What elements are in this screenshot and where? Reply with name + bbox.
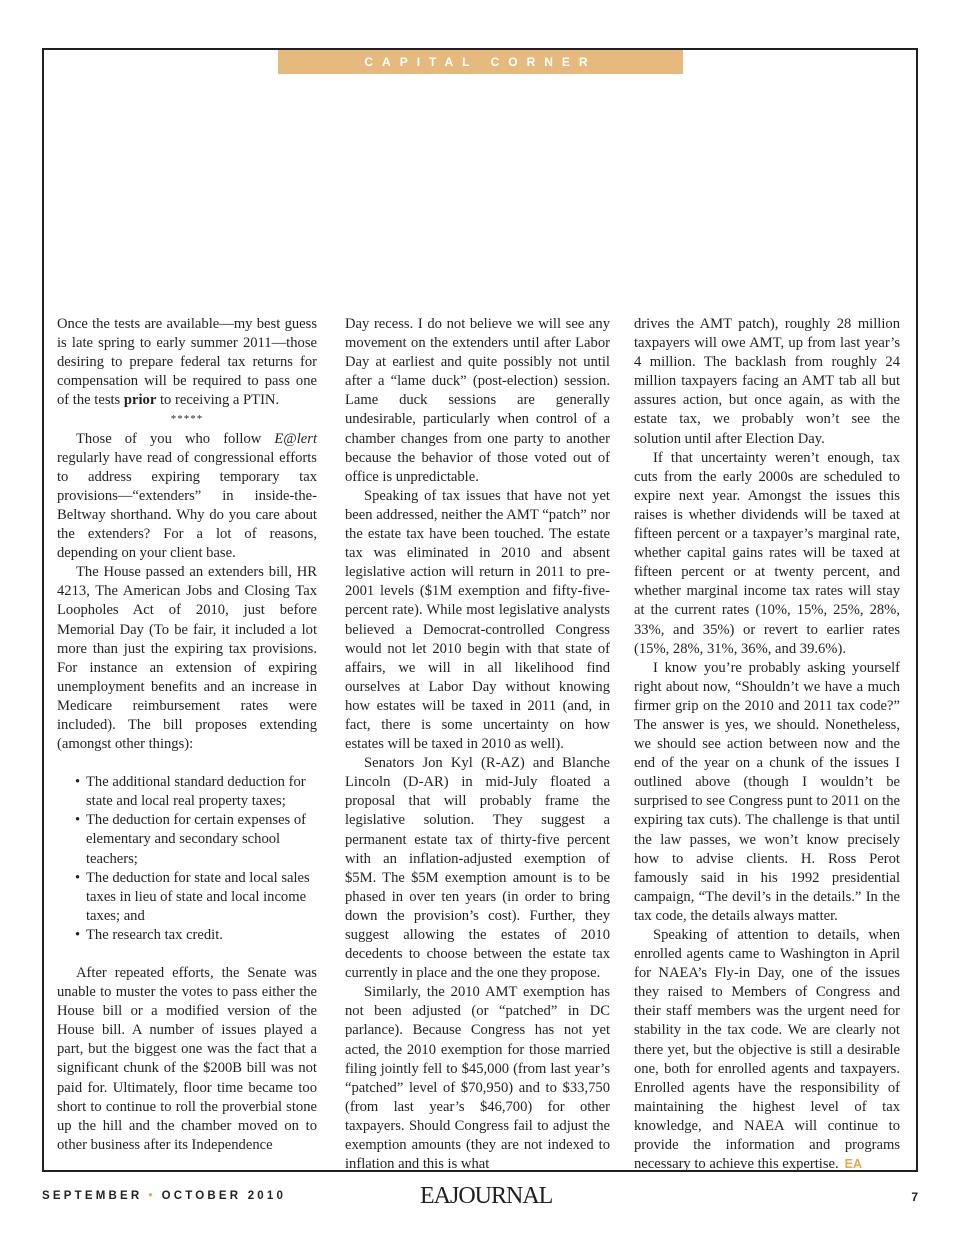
list-item-text: The additional standard deduction for state and local real property taxes; bbox=[86, 774, 306, 810]
list-item bbox=[75, 811, 317, 868]
issue-date bbox=[42, 1190, 286, 1202]
paragraph: After repeated efforts, the Senate was unable to muster the votes to pass either the House bill or a modified version of the House bill. A number of issues played a part, but the biggest one was the fact that a significant chunk of the $200B bill was not paid for. Ultimately, floor time became too short to continue to roll the proverbial stone up the hill and the chamber moved on to other business after its Independence bbox=[57, 965, 317, 1153]
issue-month: SEPTEMBER bbox=[42, 1190, 143, 1202]
page-number: 7 bbox=[911, 1190, 918, 1204]
end-mark: EA bbox=[844, 1157, 863, 1172]
paragraph-text: Speaking of attention to details, when enrolled agents came to Washington in April for NAEA’s Fly-in Day, one of the issues they raised to Members of Congress and their staff members was the urgent need for stability in the tax code. We are clearly not there yet, but the objective is still a desirable one, both for enrolled agents and taxpayers. Enrolled agents have the responsibility of maintaining the highest level of tax knowledge, and NAEA will continue to provide the information and programs necessary to achieve this expertise. bbox=[634, 927, 900, 1173]
list-item-text: The research tax credit. bbox=[86, 926, 223, 943]
paragraph: drives the AMT patch), roughly 28 million taxpayers will owe AMT, up from last year’s 4 million. The backlash from roughly 24 million taxpayers facing an AMT tab all but assures action, but once again, as with the estate tax, we probably won’t see the solution until after Election Day. bbox=[634, 316, 900, 447]
paragraph: The House passed an extenders bill, HR 4213, The American Jobs and Closing Tax Loopholes Act of 2010, just before Memorial Day (To be fair, it included a lot more than just the expiring tax provisions. For instance an extension of expiring unemployment benefits and an increase in Medicare reimbursement rates were included). The bill proposes extending (amongst other things): bbox=[57, 564, 317, 753]
bullet-icon: • bbox=[75, 869, 81, 886]
section-banner bbox=[278, 50, 683, 74]
bullet-icon: • bbox=[75, 774, 81, 791]
article-column-1 bbox=[57, 315, 317, 1155]
article-column-3 bbox=[634, 315, 900, 1174]
paragraph bbox=[634, 926, 900, 1174]
list-item bbox=[75, 869, 317, 926]
journal-logo: EAJOURNAL bbox=[420, 1183, 553, 1209]
paragraph-text: regularly have read of congressional efforts to address expiring temporary tax provisions—“extenders” in inside-the-Beltway shorthand. Why do you care about the extenders? For a lot of reasons, depending on your client base. bbox=[57, 449, 317, 562]
bold-text: prior bbox=[123, 392, 157, 409]
paragraph bbox=[57, 315, 317, 410]
list-item bbox=[75, 926, 317, 945]
paragraph: Day recess. I do not believe we will see any movement on the extenders until after Labor Day at earliest and quite possibly not until after a “lame duck” (post-election) session. Lame duck sessions are generally undesirable, particularly when control of a chamber changes from one party to another because the behavior of those voted out of office is unpredictable. bbox=[345, 316, 610, 485]
list-item-text: The deduction for state and local sales taxes in lieu of state and local income taxes; and bbox=[86, 869, 310, 924]
paragraph: Senators Jon Kyl (R-AZ) and Blanche Lincoln (D-AR) in mid-July floated a proposal that will probably frame the legislative solution. They suggest a permanent estate tax of thirty-five percent with an inflation-adjusted exemption of $5M. The $5M exemption amount is to be phased in over ten years (in order to bring down the provision’s cost). Further, they suggest allowing the estates of 2010 decedents to choose between the estate tax currently in place and the one they propose. bbox=[345, 755, 610, 982]
paragraph-text: to receiving a PTIN. bbox=[156, 392, 280, 409]
publication-name: E@lert bbox=[274, 430, 317, 447]
article-column-2 bbox=[345, 315, 610, 1174]
paragraph: If that uncertainty weren’t enough, tax cuts from the early 2000s are scheduled to expire next year. Amongst the issues this raises is whether dividends will be taxed at fifteen percent or a taxpayer’s marginal rate, whether capital gains rates will be taxed at fifteen percent or at twenty percent, and whether marginal income tax rates will stay at the current rates (10%, 15%, 25%, 28%, 33%, and 35%) or revert to earlier rates (15%, 28%, 31%, 36%, and 39.6%). bbox=[634, 449, 900, 657]
section-separator: ***** bbox=[170, 413, 204, 426]
bullet-icon: • bbox=[75, 926, 81, 943]
paragraph: Speaking of tax issues that have not yet been addressed, neither the AMT “patch” nor the estate tax have been touched. The estate tax was eliminated in 2010 and absent legislative action will return in 2011 to pre-2001 levels ($1M exemption and fifty-five-percent rate). While most legislative analysts believed a Democrat-controlled Congress would not let 2010 begin with that state of affairs, we will in all likelihood find ourselves at Labor Day without knowing how estates will be taxed in 2011 (and, in fact, there is some uncertainty on how estates will be taxed in 2010 as well). bbox=[345, 487, 610, 753]
bullet-list bbox=[75, 773, 317, 945]
bullet-icon: • bbox=[75, 812, 81, 829]
paragraph-text: Those of you who follow bbox=[76, 430, 275, 447]
section-title: CAPITAL CORNER bbox=[364, 55, 597, 69]
paragraph bbox=[57, 430, 317, 564]
paragraph-text: Once the tests are available—my best guess is late spring to early summer 2011—those desiring to prepare federal tax returns for compensation will be required to pass one of the tests bbox=[57, 316, 317, 409]
paragraph: I know you’re probably asking yourself right about now, “Shouldn’t we have a much firmer grip on the 2010 and 2011 tax code?” The answer is yes, we should. Nonetheless, we should see action between now and the end of the year on a chunk of the issues I outlined above (though I wouldn’t be surprised to see Congress punt to 2011 on the expiring tax cuts). The challenge is that until the law passes, we won’t know precisely how to advise clients. H. Ross Perot famously said in his 1992 presidential campaign, “The devil’s in the details.” In the tax code, the details always matter. bbox=[634, 659, 900, 924]
paragraph: Similarly, the 2010 AMT exemption has not been adjusted (or “patched” in DC parlance). Because Congress has not yet acted, the 2010 exemption for those married filing jointly fell to $45,000 (from last year’s “patched” level of $70,950) and to $33,750 (from last year’s $46,700) for other taxpayers. Should Congress fail to adjust the exemption amounts (they are not indexed to inflation and this is what bbox=[345, 984, 610, 1173]
list-item-text: The deduction for certain expenses of elementary and secondary school teachers; bbox=[86, 812, 307, 867]
issue-date-separator: • bbox=[148, 1190, 156, 1202]
issue-month: OCTOBER 2010 bbox=[161, 1190, 287, 1202]
list-item bbox=[75, 773, 317, 811]
